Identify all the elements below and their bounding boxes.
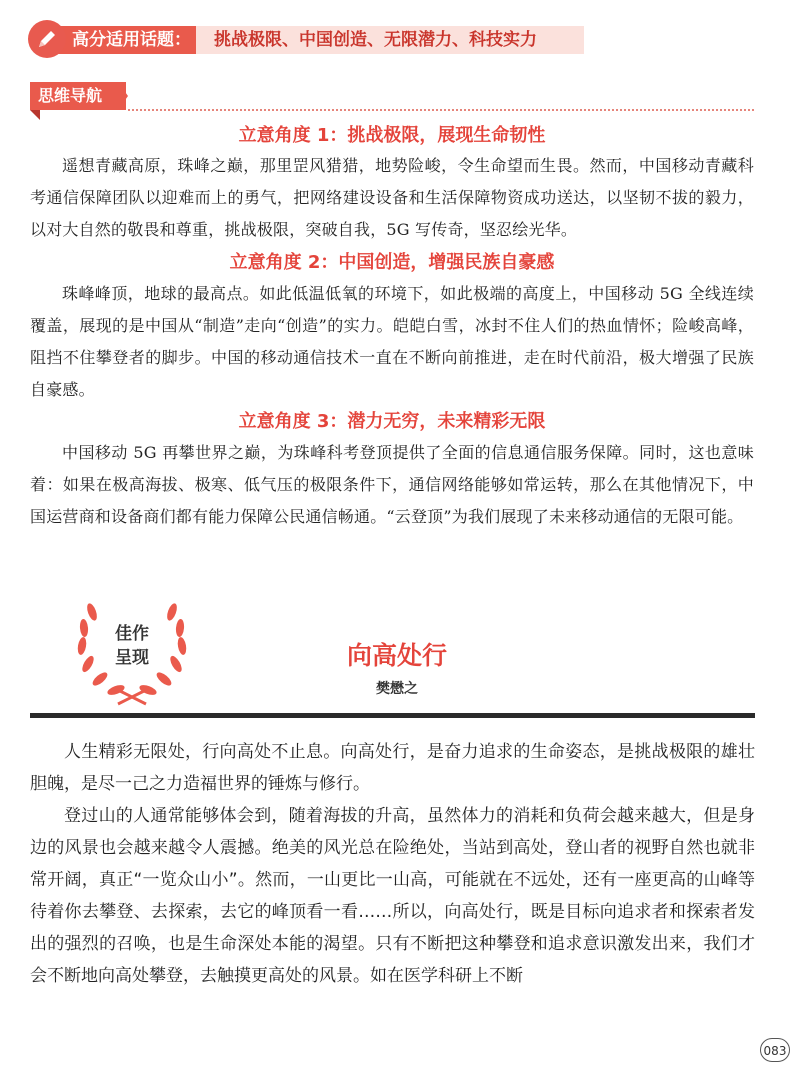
angle-paragraph-3: 中国移动 5G 再攀世界之巅，为珠峰科考登顶提供了全面的信息通信服务保障。同时，这也意味着：如果在极高海拔、极寒、低气压的极限条件下，通信网络能够如常运转，那么在其他情况下，中国运营商和设备商们都有能力保障公民通信畅通。“云登顶”为我们展现了未来移动通信的无限可能。 [30,443,754,526]
section-tab-fold [30,110,40,120]
essay-badge-line-2: 呈现 [115,648,149,668]
essay-author: 樊懋之 [376,681,418,697]
pen-icon [28,20,66,58]
angle-paragraph-2: 珠峰峰顶，地球的最高点。如此低温低氧的环境下，如此极端的高度上，中国移动 5G 全线连续覆盖，展现的是中国从“制造”走向“创造”的实力。皑皑白雪，冰封不住人们的热血情怀；险峻高峰，阻挡不住攀登者的脚步。中国的移动通信技术一直在不断向前推进，走在时代前沿，极大增强了民族自豪感。 [30,284,754,399]
essay-title-rule [30,713,755,718]
section-divider [128,109,754,111]
page-number: 083 [760,1038,790,1062]
angle-heading-2: 立意角度 2：中国创造，增强民族自豪感 [229,252,555,273]
angle-paragraph-1: 遥想青藏高原，珠峰之巅，那里罡风猎猎，地势险峻，令生命望而生畏。然而，中国移动青藏科考通信保障团队以迎难而上的勇气，把网络建设设备和生活保障物资成功送达，以坚韧不拔的毅力，以对大自然的敬畏和尊重，挑战极限，突破自我，5G 写传奇，坚忍绘光华。 [30,156,754,239]
section-tab-notch [118,82,128,110]
topic-header-topics: 挑战极限、中国创造、无限潜力、科技实力 [214,30,537,50]
essay-paragraph-1: 人生精彩无限处，行向高处不止息。向高处行，是奋力追求的生命姿态，是挑战极限的雄壮胆魄，是尽一己之力造福世界的锤炼与修行。 [30,742,755,794]
essay-badge-line-1: 佳作 [115,624,149,644]
angle-heading-3: 立意角度 3：潜力无穷，未来精彩无限 [238,411,546,432]
section-tab-thinking-guide: 思维导航 [30,82,126,110]
angle-heading-1: 立意角度 1：挑战极限，展现生命韧性 [238,125,546,146]
essay-paragraph-2: 登过山的人通常能够体会到，随着海拔的升高，虽然体力的消耗和负荷会越来越大，但是身边的风景也会越来越令人震撼。绝美的风光总在险绝处，当站到高处，登山者的视野自然也就非常开阔，真正“一览众山小”。然而，一山更比一山高，可能就在不远处，还有一座更高的山峰等待着你去攀登、去探索，去它的峰顶看一看……所以，向高处行，既是目标向追求者和探索者发出的强烈的召唤，也是生命深处本能的渴望。只有不断把这种攀登和追求意识激发出来，我们才会不断地向高处攀登，去触摸更高处的风景。如在医学科研上不断 [30,806,755,986]
topic-header-label: 高分适用话题： [72,30,191,50]
essay-title: 向高处行 [346,641,447,670]
